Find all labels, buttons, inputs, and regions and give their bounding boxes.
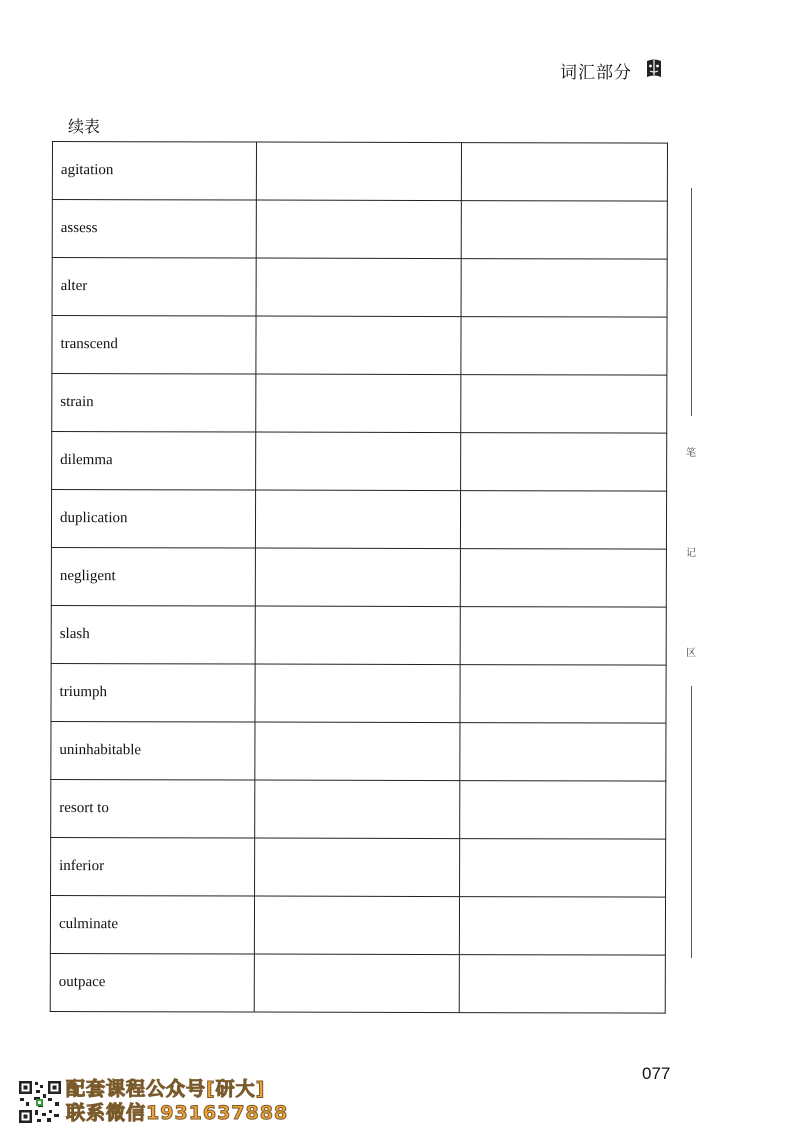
vocab-word-cell: culminate bbox=[50, 895, 254, 954]
table-row bbox=[52, 316, 667, 376]
vocab-word-cell: resort to bbox=[51, 779, 255, 838]
blank-answer-cell bbox=[256, 200, 462, 259]
blank-answer-cell bbox=[256, 316, 462, 375]
blank-answer-cell bbox=[461, 259, 667, 318]
blank-answer-cell bbox=[461, 549, 667, 608]
blank-answer-cell bbox=[461, 317, 667, 376]
table-row bbox=[51, 605, 666, 665]
blank-answer-cell bbox=[461, 491, 667, 550]
blank-answer-cell bbox=[255, 722, 461, 781]
blank-answer-cell bbox=[256, 258, 462, 317]
vocab-word-cell: transcend bbox=[52, 316, 256, 375]
vocab-word-cell: triumph bbox=[51, 663, 255, 722]
vocab-table bbox=[50, 141, 668, 1014]
margin-divider-top bbox=[691, 188, 692, 416]
blank-answer-cell bbox=[254, 780, 460, 839]
vocab-word-cell: assess bbox=[52, 200, 256, 259]
table-row bbox=[51, 721, 666, 781]
blank-answer-cell bbox=[254, 838, 460, 897]
blank-answer-cell bbox=[254, 896, 460, 955]
vocab-word-cell: duplication bbox=[51, 490, 255, 549]
table-row bbox=[52, 258, 667, 318]
margin-note-char: 记 bbox=[686, 548, 696, 559]
blank-answer-cell bbox=[255, 664, 461, 723]
blank-answer-cell bbox=[460, 897, 666, 956]
vocab-word-cell: inferior bbox=[51, 837, 255, 896]
margin-divider-bottom bbox=[691, 686, 692, 958]
vocab-word-cell: slash bbox=[51, 605, 255, 664]
blank-answer-cell bbox=[255, 432, 461, 491]
table-row bbox=[52, 142, 667, 202]
blank-answer-cell bbox=[255, 548, 461, 607]
blank-answer-cell bbox=[462, 201, 668, 260]
vocab-word-cell: dilemma bbox=[52, 432, 256, 491]
margin-note-char: 笔 bbox=[686, 448, 696, 459]
vocab-word-cell: negligent bbox=[51, 547, 255, 606]
blank-answer-cell bbox=[460, 781, 666, 840]
table-row bbox=[52, 200, 667, 260]
vocab-word-cell: strain bbox=[52, 374, 256, 433]
blank-answer-cell bbox=[254, 954, 460, 1013]
blank-answer-cell bbox=[460, 723, 666, 782]
vocab-word-cell: agitation bbox=[52, 142, 256, 201]
blank-answer-cell bbox=[255, 490, 461, 549]
book-icon bbox=[644, 58, 664, 80]
blank-answer-cell bbox=[256, 142, 462, 201]
blank-answer-cell bbox=[461, 607, 667, 666]
page-number: 077 bbox=[642, 1064, 671, 1083]
qr-code-icon bbox=[18, 1080, 62, 1124]
table-row bbox=[51, 547, 666, 607]
table-row bbox=[51, 663, 666, 723]
blank-answer-cell bbox=[460, 665, 666, 724]
promo-line-2: 联系微信1931637888 bbox=[66, 1102, 289, 1124]
margin-note-char: 区 bbox=[686, 648, 696, 659]
table-row bbox=[51, 779, 666, 839]
section-title: 词汇部分 bbox=[560, 63, 632, 83]
blank-answer-cell bbox=[460, 839, 666, 898]
table-row bbox=[51, 837, 666, 897]
table-row bbox=[50, 953, 665, 1013]
table-row bbox=[50, 895, 665, 955]
table-row bbox=[52, 374, 667, 434]
blank-answer-cell bbox=[460, 955, 666, 1014]
blank-answer-cell bbox=[462, 143, 668, 202]
continued-table-label: 续表 bbox=[68, 117, 101, 136]
table-row bbox=[51, 490, 666, 550]
blank-answer-cell bbox=[461, 433, 667, 492]
blank-answer-cell bbox=[256, 374, 462, 433]
vocab-word-cell: uninhabitable bbox=[51, 721, 255, 780]
blank-answer-cell bbox=[461, 375, 667, 434]
vocab-word-cell: outpace bbox=[50, 953, 254, 1012]
vocab-word-cell: alter bbox=[52, 258, 256, 317]
blank-answer-cell bbox=[255, 606, 461, 665]
promo-line-1: 配套课程公众号[研大] bbox=[66, 1078, 266, 1100]
table-row bbox=[52, 432, 667, 492]
